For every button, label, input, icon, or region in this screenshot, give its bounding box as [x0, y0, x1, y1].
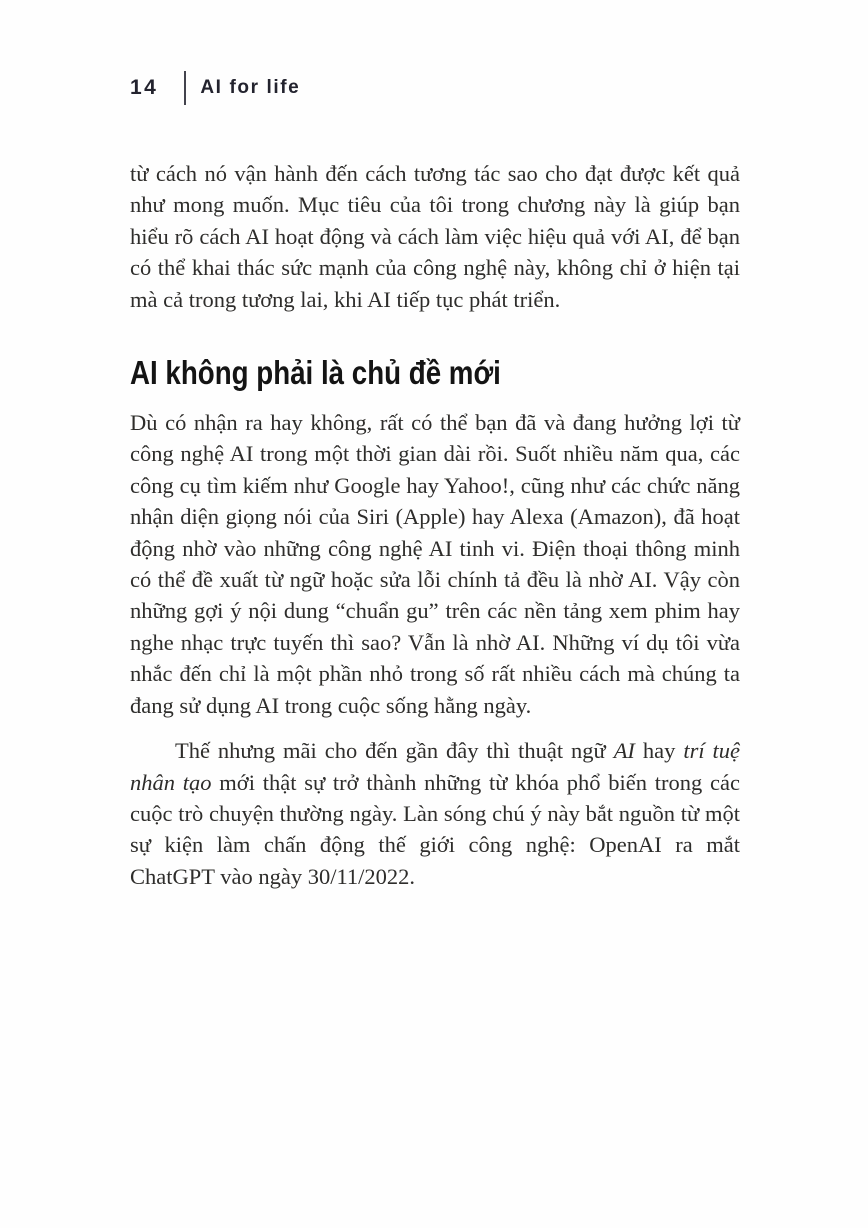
- italic-term-tri-tue-nhan-tao: trí tuệ nhân tạo: [130, 738, 740, 795]
- paragraph-text-segment: hay: [634, 738, 684, 764]
- paragraph-text-segment: Thế nhưng mãi cho đến gần đây thì thuật ngữ: [175, 738, 614, 764]
- paragraph-ai-not-new: Dù có nhận ra hay không, rất có thể bạn đã và đang hưởng lợi từ công nghệ AI trong một thời gian dài rồi. Suốt nhiều năm qua, các công cụ tìm kiếm như Google hay Yahoo!, cũng như các chức năng nhận diện giọng nói của Siri (Apple) hay Alexa (Amazon), đã hoạt động nhờ vào những công nghệ AI tinh vi. Điện thoại thông minh có thể đề xuất từ ngữ hoặc sửa lỗi chính tả đều là nhờ AI. Vậy còn những gợi ý nội dung “chuẩn gu” trên các nền tảng xem phim hay nghe nhạc trực tuyến thì sao? Vẫn là nhờ AI. Những ví dụ tôi vừa nhắc đến chỉ là một phần nhỏ trong số rất nhiều cách mà chúng ta đang sử dụng AI trong cuộc sống hằng ngày.: [130, 410, 740, 718]
- running-header: [130, 70, 300, 106]
- page-number: 14: [130, 76, 159, 99]
- book-title: AI for life: [200, 77, 301, 98]
- paragraph-chatgpt-launch: [130, 735, 740, 892]
- paragraph-continuation: từ cách nó vận hành đến cách tương tác sao cho đạt được kết quả như mong muốn. Mục tiêu của tôi trong chương này là giúp bạn hiểu rõ cách AI hoạt động và cách làm việc hiệu quả với AI, để bạn có thể khai thác sức mạnh của công nghệ này, không chỉ ở hiện tại mà cả trong tương lai, khi AI tiếp tục phát triển.: [130, 161, 740, 312]
- italic-term-ai: AI: [613, 738, 635, 764]
- header-divider: [184, 71, 186, 105]
- section-heading: AI không phải là chủ đề mới: [130, 354, 501, 392]
- paragraph-text-segment: mới thật sự trở thành những từ khóa phổ biến trong các cuộc trò chuyện thường ngày. Làn sóng chú ý này bắt nguồn từ một sự kiện làm chấn động thế giới công nghệ: OpenAI ra mắt ChatGPT vào ngày 30/11/2022.: [130, 769, 740, 889]
- page-body: [130, 158, 740, 892]
